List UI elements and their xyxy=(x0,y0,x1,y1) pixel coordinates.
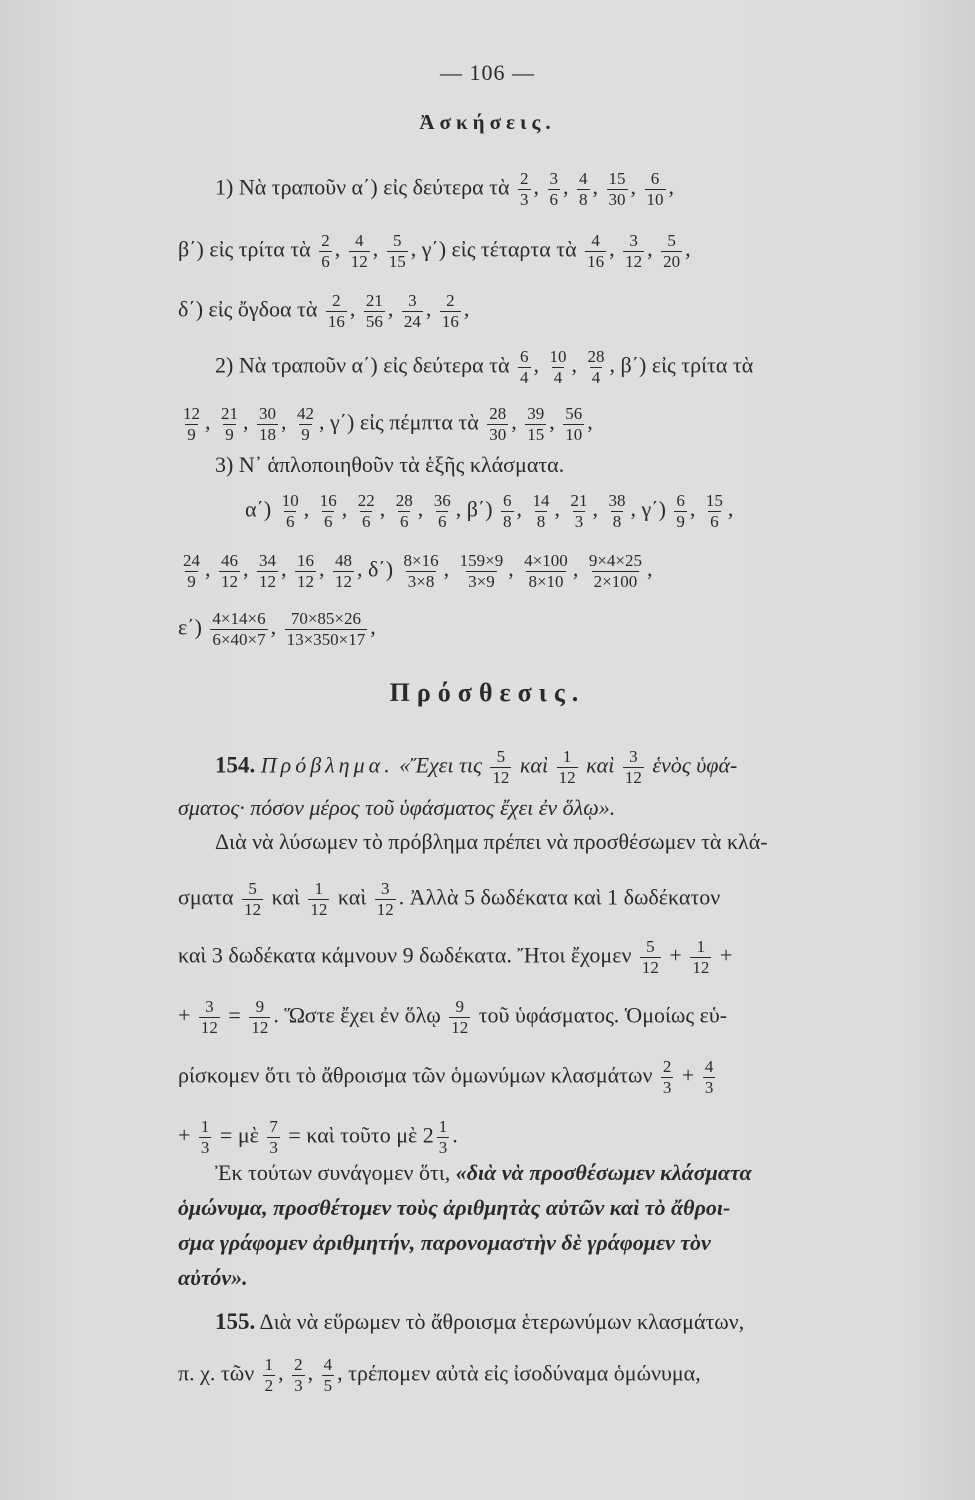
fraction xyxy=(557,748,578,787)
fraction xyxy=(285,610,368,649)
numerator: 28 xyxy=(489,404,507,423)
denominator: 15 xyxy=(388,251,406,271)
numerator: 3 xyxy=(408,291,417,310)
denominator: 12 xyxy=(558,767,576,787)
fraction xyxy=(402,552,441,591)
and-word: καὶ xyxy=(519,752,549,778)
denominator: 9 xyxy=(676,511,685,531)
p154-rule-2: ὁμώνυμα, προσθέτομεν τοὺς ἀριθμητὰς αὐτῶν καὶ τὸ ἄθροι- xyxy=(178,1195,731,1220)
numerator: 9 xyxy=(455,997,464,1016)
numerator: 42 xyxy=(297,404,314,423)
denominator: 24 xyxy=(403,311,421,331)
fraction xyxy=(449,998,470,1037)
fraction xyxy=(295,405,316,444)
numerator: 8×16 xyxy=(403,551,439,570)
fraction xyxy=(375,880,396,919)
section-heading-exercises: Ἀσκήσεις. xyxy=(419,110,556,134)
fraction xyxy=(333,552,354,591)
fraction xyxy=(219,552,240,591)
fraction xyxy=(623,748,644,787)
denominator: 10 xyxy=(646,189,664,209)
denominator: 12 xyxy=(625,251,643,271)
p154-text-4b: Ἀλλὰ 5 δωδέκατα καὶ 1 δωδέκατον xyxy=(409,884,721,910)
denominator: 12 xyxy=(624,767,642,787)
fraction xyxy=(661,232,682,271)
ex3-a-label: α΄) xyxy=(245,496,272,522)
numerator: 24 xyxy=(183,551,200,570)
fraction xyxy=(490,748,511,787)
denominator: 6 xyxy=(549,189,559,209)
numerator: 56 xyxy=(565,404,583,423)
fraction xyxy=(563,405,584,444)
numerator: 3 xyxy=(629,231,638,250)
denominator: 9 xyxy=(187,571,196,591)
ex2-b-fractions: $\frac{12}{9}$ , $\frac{21}{9}$ , $\frac{30}{18}$ , $\frac{42}{9}$ , xyxy=(183,404,330,444)
fraction xyxy=(704,492,725,531)
ex1-c-fractions: $\frac{4}{16}$ , $\frac{3}{12}$ , $\frac{5}{20}$ , xyxy=(587,231,691,271)
fraction xyxy=(661,1058,674,1097)
and-word: καὶ xyxy=(271,884,300,910)
denominator: 12 xyxy=(310,899,328,919)
p154-text-6b: τοῦ ὑφάσματος. Ὁμοίως εὑ- xyxy=(478,1002,728,1028)
numerator: 6 xyxy=(650,169,660,188)
fraction xyxy=(548,348,569,387)
ex1-b-fractions: $\frac{2}{6}$ , $\frac{4}{12}$ , $\frac{5}{15}$ , xyxy=(321,231,422,271)
numerator: 2 xyxy=(294,1355,303,1374)
numerator: 1 xyxy=(200,1117,210,1136)
numerator: 3 xyxy=(549,169,559,188)
fraction xyxy=(487,405,508,444)
ex2-a-fractions: $\frac{6}{4}$ , $\frac{10}{4}$ , $\frac{28}{4}$ , xyxy=(520,347,621,387)
denominator: 4 xyxy=(591,367,601,387)
denominator: 6 xyxy=(321,251,330,271)
numerator: 21 xyxy=(365,291,383,310)
ex3-b-label: β΄) xyxy=(466,496,493,522)
ex1-d-fractions: $\frac{2}{16}$ , $\frac{21}{56}$ , $\frac{3}{24}$ , $\frac{2}{16}$ , xyxy=(327,291,470,331)
p154-line-4: σματα $\frac{5}{12}$ καὶ $\frac{1}{12}$ καὶ $\frac{3}{12}$ . Ἀλλὰ 5 δωδέκατα καὶ 1 δωδέκατον xyxy=(178,879,721,919)
denominator: 12 xyxy=(200,1017,218,1037)
numerator: 2 xyxy=(662,1057,672,1076)
fraction xyxy=(319,232,332,271)
numerator: 4×100 xyxy=(524,551,568,570)
denominator: 8 xyxy=(579,189,588,209)
numerator: 15 xyxy=(608,169,626,188)
numerator: 3 xyxy=(381,879,390,898)
paragraph-number-154: 154. xyxy=(215,752,256,778)
denominator: 2 xyxy=(264,1375,274,1395)
p154-text-6a: Ὥστε ἔχει ἐν ὅλῳ xyxy=(284,1002,441,1028)
fraction xyxy=(181,405,202,444)
fraction xyxy=(623,232,644,271)
and-word: καὶ xyxy=(586,752,615,778)
p154-text-4a: σματα xyxy=(178,884,234,910)
numerator: 159×9 xyxy=(459,551,504,570)
fraction xyxy=(199,998,220,1037)
numerator: 28 xyxy=(395,491,413,510)
fraction xyxy=(518,170,531,209)
denominator: 3 xyxy=(294,1375,303,1395)
fraction xyxy=(525,405,546,444)
denominator: 12 xyxy=(376,899,394,919)
ex2-c-label: γ΄) εἰς πέμπτα τὰ xyxy=(330,409,479,435)
fraction xyxy=(531,492,552,531)
ex2-line-bc xyxy=(178,405,938,444)
ex1-c-label: γ΄) εἰς τέταρτα τὰ xyxy=(421,236,577,262)
ex3-line-cd xyxy=(178,552,938,591)
denominator: 8 xyxy=(503,511,512,531)
numerator: 9×4×25 xyxy=(588,551,642,570)
numerator: 5 xyxy=(646,937,655,956)
numerator: 4 xyxy=(354,231,364,250)
ex3-title: 3) Ν᾽ ἁπλοποιηθοῦν τὰ ἑξῆς κλάσματα. xyxy=(215,452,565,477)
fraction xyxy=(569,492,590,531)
fraction xyxy=(242,880,263,919)
ex3-e-fractions: $\frac{4\times 14\times 6}{6\times 40\times 7}$ , $\frac{70\times 85\times 26}{13\times 350\times 17}$ , xyxy=(212,609,376,649)
numerator: 5 xyxy=(667,231,676,250)
denominator: 30 xyxy=(608,189,626,209)
ex3-line-ab xyxy=(245,492,975,531)
denominator: 12 xyxy=(251,1017,269,1037)
denominator: 16 xyxy=(587,251,605,271)
fraction xyxy=(586,348,607,387)
fraction xyxy=(522,552,570,591)
fraction xyxy=(437,1118,450,1157)
numerator: 16 xyxy=(297,551,314,570)
denominator: 4 xyxy=(553,367,563,387)
p154-line-7: ρίσκομεν ὅτι τὸ ἄθροισμα τῶν ὁμωνύμων κλασμάτων $\frac{2}{3}$ + $\frac{4}{3}$ xyxy=(178,1057,714,1097)
fraction xyxy=(640,938,661,977)
fraction xyxy=(181,552,202,591)
denominator: 20 xyxy=(663,251,681,271)
denominator: 12 xyxy=(451,1017,469,1037)
denominator: 8 xyxy=(612,511,622,531)
p155-text-1: Διὰ νὰ εὕρωμεν τὸ ἄθροισμα ἑτερωνύμων κλασμάτων, xyxy=(259,1309,745,1334)
denominator: 3 xyxy=(574,511,584,531)
fraction xyxy=(263,1356,276,1395)
denominator: 12 xyxy=(221,571,238,591)
numerator: 2 xyxy=(321,231,330,250)
ex3-b-fractions: $\frac{6}{8}$ , $\frac{14}{8}$ , $\frac{21}{3}$ , $\frac{38}{8}$ , xyxy=(503,491,642,531)
denominator: 12 xyxy=(297,571,314,591)
denominator: 6 xyxy=(710,511,719,531)
p154-line-12 xyxy=(178,1267,938,1289)
p154-text-3: σματος· πόσον μέρος τοῦ ὑφάσματος ἔχει ἐν ὅλῳ». xyxy=(178,795,616,820)
fraction xyxy=(440,292,461,331)
fraction xyxy=(257,405,278,444)
denominator: 3 xyxy=(200,1137,210,1157)
numerator: 21 xyxy=(570,491,588,510)
ex3-e-label: ε΄) xyxy=(178,614,202,640)
denominator: 3 xyxy=(520,189,529,209)
fraction xyxy=(356,492,377,531)
numerator: 22 xyxy=(357,491,375,510)
fraction xyxy=(292,1356,305,1395)
denominator: 12 xyxy=(244,899,262,919)
ex2-line-a xyxy=(215,348,975,387)
p154-text-9a: Ἐκ τούτων συνάγομεν ὅτι, xyxy=(215,1160,451,1185)
denominator: 16 xyxy=(327,311,345,331)
numerator: 4 xyxy=(579,169,588,188)
numerator: 5 xyxy=(496,747,506,766)
fraction xyxy=(257,552,278,591)
fraction xyxy=(219,405,240,444)
numerator: 1 xyxy=(696,937,706,956)
ex2-b-label: β΄) εἰς τρίτα τὰ xyxy=(620,352,754,378)
denominator: 16 xyxy=(441,311,459,331)
fraction xyxy=(280,492,301,531)
ex2-c-fractions: $\frac{28}{30}$ , $\frac{39}{15}$ , $\frac{56}{10}$ , xyxy=(489,404,593,444)
fraction xyxy=(318,492,339,531)
p154-text-2: ἑνὸς ὑφά- xyxy=(652,752,738,778)
denominator: 12 xyxy=(350,251,368,271)
fraction xyxy=(322,1356,335,1395)
fraction xyxy=(690,938,711,977)
fraction xyxy=(458,552,506,591)
numerator: 21 xyxy=(221,404,238,423)
fraction xyxy=(199,1118,212,1157)
denominator: 3 xyxy=(269,1137,278,1157)
ex1-a-fractions: $\frac{2}{3}$ , $\frac{3}{6}$ , $\frac{4}{8}$ , $\frac{15}{30}$ , $\frac{6}{10}$ , xyxy=(520,169,675,209)
ex1-line-d xyxy=(178,292,938,331)
denominator: 8 xyxy=(536,511,546,531)
fraction xyxy=(585,232,606,271)
denominator: 9 xyxy=(225,424,234,444)
denominator: 6×40×7 xyxy=(212,629,266,649)
numerator: 5 xyxy=(248,879,257,898)
p155-line-1 xyxy=(215,1310,975,1333)
denominator: 3 xyxy=(662,1077,672,1097)
p154-line-2 xyxy=(178,797,938,819)
denominator: 3×9 xyxy=(468,571,495,591)
numerator: 4 xyxy=(704,1057,714,1076)
p154-line-9 xyxy=(215,1162,975,1184)
numerator: 2 xyxy=(446,291,455,310)
fraction xyxy=(402,292,423,331)
numerator: 36 xyxy=(433,491,451,510)
p154-line-10 xyxy=(178,1197,938,1219)
numerator: 15 xyxy=(705,491,723,510)
problem-word: Πρόβλημα. xyxy=(260,752,394,778)
fraction xyxy=(308,880,329,919)
fraction xyxy=(249,998,270,1037)
denominator: 56 xyxy=(365,311,383,331)
numerator: 3 xyxy=(629,747,638,766)
page-number: — 106 — xyxy=(440,60,535,85)
p154-line-8: + $\frac{1}{3}$ = μὲ $\frac{7}{3}$ = καὶ τοῦτο μὲ 2 $\frac{1}{3}$ . xyxy=(178,1117,458,1157)
fraction xyxy=(607,170,628,209)
denominator: 8×10 xyxy=(528,571,564,591)
p155-fractions: $\frac{1}{2}$ , $\frac{2}{3}$ , $\frac{4}{5}$ , xyxy=(264,1355,349,1395)
numerator: 48 xyxy=(335,551,352,570)
numerator: 1 xyxy=(438,1117,448,1136)
fraction xyxy=(645,170,666,209)
p154-line-3: Διὰ νὰ λύσωμεν τὸ πρόβλημα πρέπει νὰ προσθέσωμεν τὰ κλά- xyxy=(215,829,768,854)
ex3-c-fractions-1: $\frac{6}{9}$ , $\frac{15}{6}$ , xyxy=(676,491,734,531)
fraction xyxy=(703,1058,716,1097)
p154-text-5: καὶ 3 δωδέκατα κάμνουν 9 δωδέκατα. Ἤτοι ἔχομεν xyxy=(178,942,632,968)
p154-rule-3: σμα γράφομεν ἀριθμητήν, παρονομαστὴν δὲ γράφομεν τὸν xyxy=(178,1230,711,1255)
denominator: 12 xyxy=(335,571,352,591)
ex3-c-label: γ΄) xyxy=(641,496,666,522)
denominator: 3 xyxy=(704,1077,714,1097)
fraction xyxy=(387,232,408,271)
p154-text-8: καὶ τοῦτο μὲ 2 xyxy=(306,1122,434,1148)
denominator: 10 xyxy=(565,424,583,444)
denominator: 4 xyxy=(520,367,529,387)
ex3-a-fractions: $\frac{10}{6}$ , $\frac{16}{6}$ , $\frac{22}{6}$ , $\frac{28}{6}$ , $\frac{36}{6}$ , xyxy=(281,491,467,531)
p154-text-7: ρίσκομεν ὅτι τὸ ἄθροισμα τῶν ὁμωνύμων κλασμάτων xyxy=(178,1062,653,1088)
denominator: 5 xyxy=(323,1375,333,1395)
denominator: 9 xyxy=(301,424,310,444)
p154-rule-1: «διὰ νὰ προσθέσωμεν κλάσματα xyxy=(455,1160,752,1185)
denominator: 30 xyxy=(489,424,507,444)
numerator: 2 xyxy=(332,291,341,310)
numerator: 14 xyxy=(532,491,550,510)
numerator: 2 xyxy=(520,169,529,188)
ex3-d-fractions: $\frac{8\times 16}{3\times 8}$ , $\frac{159\times 9}{3\times 9}$ , $\frac{4\times 100}{8\times 10}$ , $\frac{9\times 4\times 25}{2\times 100}$ , xyxy=(403,551,653,591)
numerator: 6 xyxy=(520,347,529,366)
paragraph-number-155: 155. xyxy=(215,1309,256,1334)
numerator: 10 xyxy=(281,491,299,510)
fraction xyxy=(326,292,347,331)
numerator: 46 xyxy=(221,551,238,570)
denominator: 12 xyxy=(492,767,510,787)
numerator: 1 xyxy=(562,747,572,766)
fraction xyxy=(518,348,531,387)
p154-rule-4: αὐτόν». xyxy=(178,1265,248,1290)
fraction xyxy=(607,492,628,531)
numerator: 28 xyxy=(587,347,605,366)
numerator: 30 xyxy=(259,404,276,423)
fraction xyxy=(295,552,316,591)
denominator: 3×8 xyxy=(407,571,435,591)
ex1-d-label: δ΄) εἰς ὄγδοα τὰ xyxy=(178,296,318,322)
numerator: 6 xyxy=(676,491,685,510)
denominator: 6 xyxy=(323,511,333,531)
numerator: 9 xyxy=(255,997,265,1016)
fraction xyxy=(548,170,561,209)
numerator: 1 xyxy=(314,879,324,898)
numerator: 7 xyxy=(269,1117,278,1136)
p154-line-5: καὶ 3 δωδέκατα κάμνουν 9 δωδέκατα. Ἤτοι ἔχομεν $\frac{5}{12}$ + $\frac{1}{12}$ + xyxy=(178,937,733,977)
denominator: 6 xyxy=(437,511,447,531)
numerator: 10 xyxy=(549,347,567,366)
fraction xyxy=(577,170,590,209)
numerator: 4×14×6 xyxy=(212,609,266,628)
p155-text-2b: τρέπομεν αὐτὰ εἰς ἰσοδύναμα ὁμώνυμα, xyxy=(348,1360,701,1386)
p155-line-2 xyxy=(178,1356,938,1395)
denominator: 2×100 xyxy=(593,571,638,591)
denominator: 3 xyxy=(438,1137,448,1157)
ex3-d-label: δ΄) xyxy=(368,556,394,582)
numerator: 16 xyxy=(319,491,337,510)
fraction xyxy=(587,552,644,591)
fraction xyxy=(364,292,385,331)
p155-text-2a: π. χ. τῶν xyxy=(178,1360,255,1386)
p154-line-1 xyxy=(215,748,975,787)
fraction xyxy=(394,492,415,531)
denominator: 15 xyxy=(527,424,545,444)
denominator: 12 xyxy=(259,571,276,591)
denominator: 13×350×17 xyxy=(286,629,366,649)
numerator: 12 xyxy=(183,404,200,423)
denominator: 6 xyxy=(285,511,295,531)
fraction xyxy=(210,610,267,649)
numerator: 34 xyxy=(259,551,276,570)
numerator: 39 xyxy=(527,404,545,423)
denominator: 18 xyxy=(259,424,276,444)
denominator: 6 xyxy=(399,511,409,531)
numerator: 5 xyxy=(392,231,402,250)
fraction xyxy=(674,492,687,531)
numerator: 6 xyxy=(503,491,512,510)
ex1-b-label: β΄) εἰς τρίτα τὰ xyxy=(178,236,311,262)
ex3-c-fractions-2: $\frac{24}{9}$ , $\frac{46}{12}$ , $\frac{34}{12}$ , $\frac{16}{12}$ , $\frac{48}{12}$ , xyxy=(183,551,368,591)
numerator: 70×85×26 xyxy=(290,609,362,628)
numerator: 3 xyxy=(205,997,214,1016)
p154-line-11 xyxy=(178,1232,938,1254)
ex1-line-a xyxy=(215,170,975,209)
ex3-line-e xyxy=(178,610,938,649)
section-heading-addition: Πρόσθεσις. xyxy=(389,678,586,707)
fraction xyxy=(267,1118,280,1157)
denominator: 6 xyxy=(361,511,371,531)
and-word: καὶ xyxy=(337,884,367,910)
p154-text-1: «Ἔχει τις xyxy=(399,752,482,778)
ex2-a-label: 2) Νὰ τραποῦν α΄) εἰς δεύτερα τὰ xyxy=(215,352,510,378)
numerator: 38 xyxy=(608,491,626,510)
numerator: 4 xyxy=(591,231,600,250)
denominator: 9 xyxy=(187,424,196,444)
numerator: 4 xyxy=(323,1355,333,1374)
denominator: 12 xyxy=(692,957,710,977)
fraction xyxy=(432,492,453,531)
numerator: 1 xyxy=(264,1355,274,1374)
ex1-line-bc xyxy=(178,232,938,271)
ex1-a-label: 1) Νὰ τραποῦν α΄) εἰς δεύτερα τὰ xyxy=(215,174,510,200)
fraction xyxy=(501,492,514,531)
p154-line-6: + $\frac{3}{12}$ = $\frac{9}{12}$ . Ὥστε ἔχει ἐν ὅλῳ $\frac{9}{12}$ τοῦ ὑφάσματος. Ὁμοίως εὑ- xyxy=(178,997,728,1037)
me-word: μὲ xyxy=(237,1122,259,1148)
denominator: 12 xyxy=(641,957,659,977)
fraction xyxy=(349,232,370,271)
